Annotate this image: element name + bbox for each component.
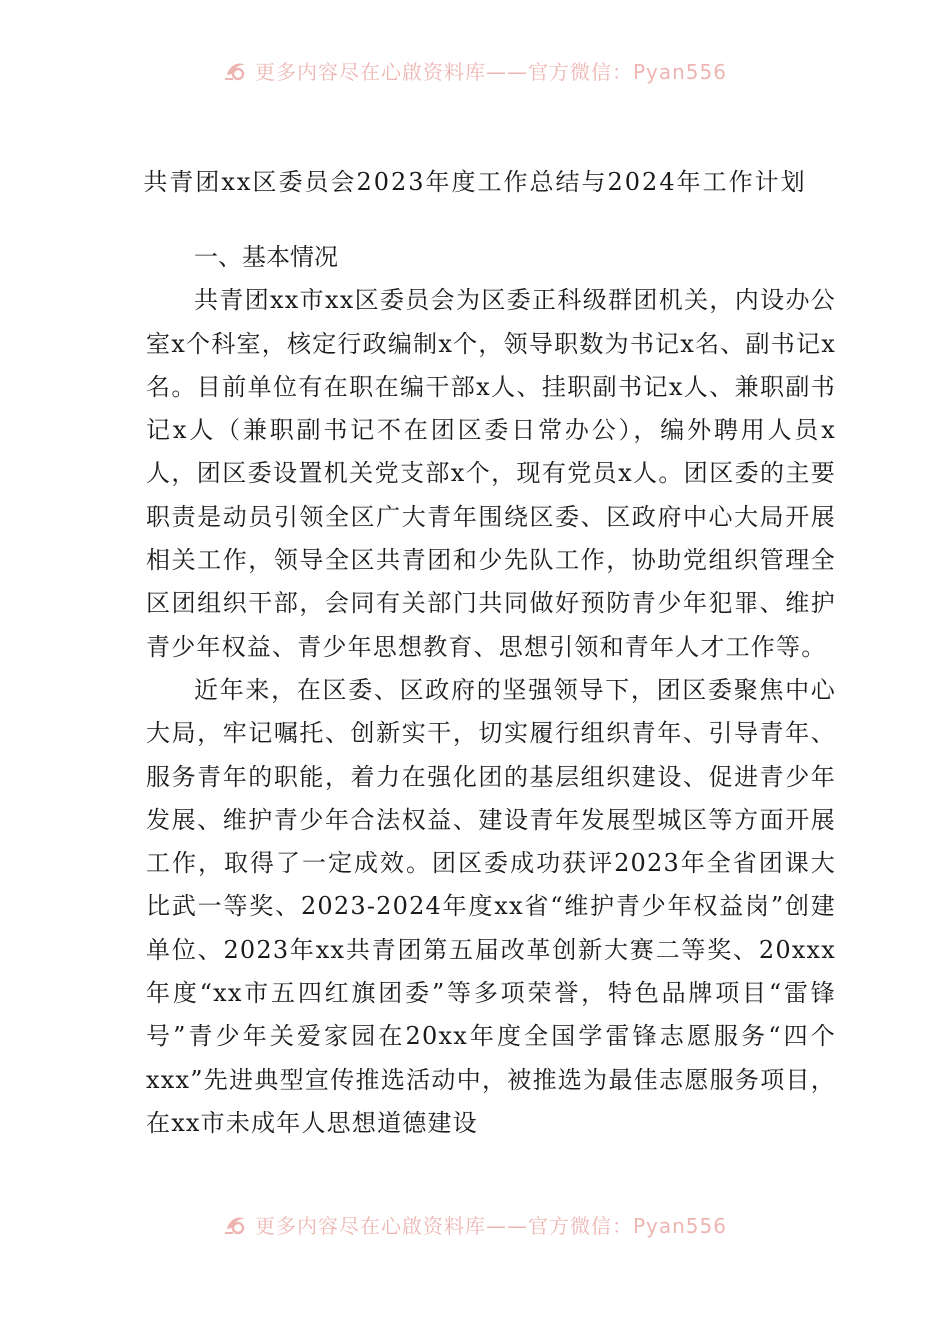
body-paragraph: 近年来，在区委、区政府的坚强领导下，团区委聚焦中心大局，牢记嘱托、创新实干，切实履行组织青年、引导青年、服务青年的职能，着力在强化团的基层组织建设、促进青少年发展、维护青少年合法权益、建设青年发展型城区等方面开展工作，取得了一定成效。团区委成功获评2023年全省团课大比武一等奖、2023-2024年度xx省“维护青少年权益岗”创建单位、2023年xx共青团第五届改革创新大赛二等奖、20xxx年度“xx市五四红旗团委”等多项荣誉，特色品牌项目“雷锋号”青少年关爱家园在20xx年度全国学雷锋志愿服务“四个xxx”先进典型宣传推选活动中，被推选为最佳志愿服务项目，在xx市未成年人思想道德建设 [146,675,836,1137]
body-paragraph: 共青团xx市xx区委员会为区委正科级群团机关，内设办公室x个科室，核定行政编制x个，领导职数为书记x名、副书记x名。目前单位有在职在编干部x人、挂职副书记x人、兼职副书记x人（兼职副书记不在团区委日常办公），编外聘用人员x人，团区委设置机关党支部x个，现有党员x人。团区委的主要职责是动员引领全区广大青年围绕区委、区政府中心大局开展相关工作，领导全区共青团和少先队工作，协助党组织管理全区团组织干部，会同有关部门共同做好预防青少年犯罪、维护青少年权益、青少年思想教育、思想引领和青年人才工作等。 [146,286,836,661]
watermark-header [0,52,950,88]
watermark-text: 更多内容尽在心啟资料库——官方微信：Pyan556 [254,1213,727,1238]
document-swirl-icon [223,57,249,83]
document-body [146,236,836,1145]
document-title: 共青团xx区委员会2023年度工作总结与2024年工作计划 [143,168,807,196]
watermark-footer [0,1206,950,1242]
document-swirl-icon [223,1211,249,1237]
watermark-text: 更多内容尽在心啟资料库——官方微信：Pyan556 [254,59,727,84]
section-heading: 一、基本情况 [194,243,338,271]
